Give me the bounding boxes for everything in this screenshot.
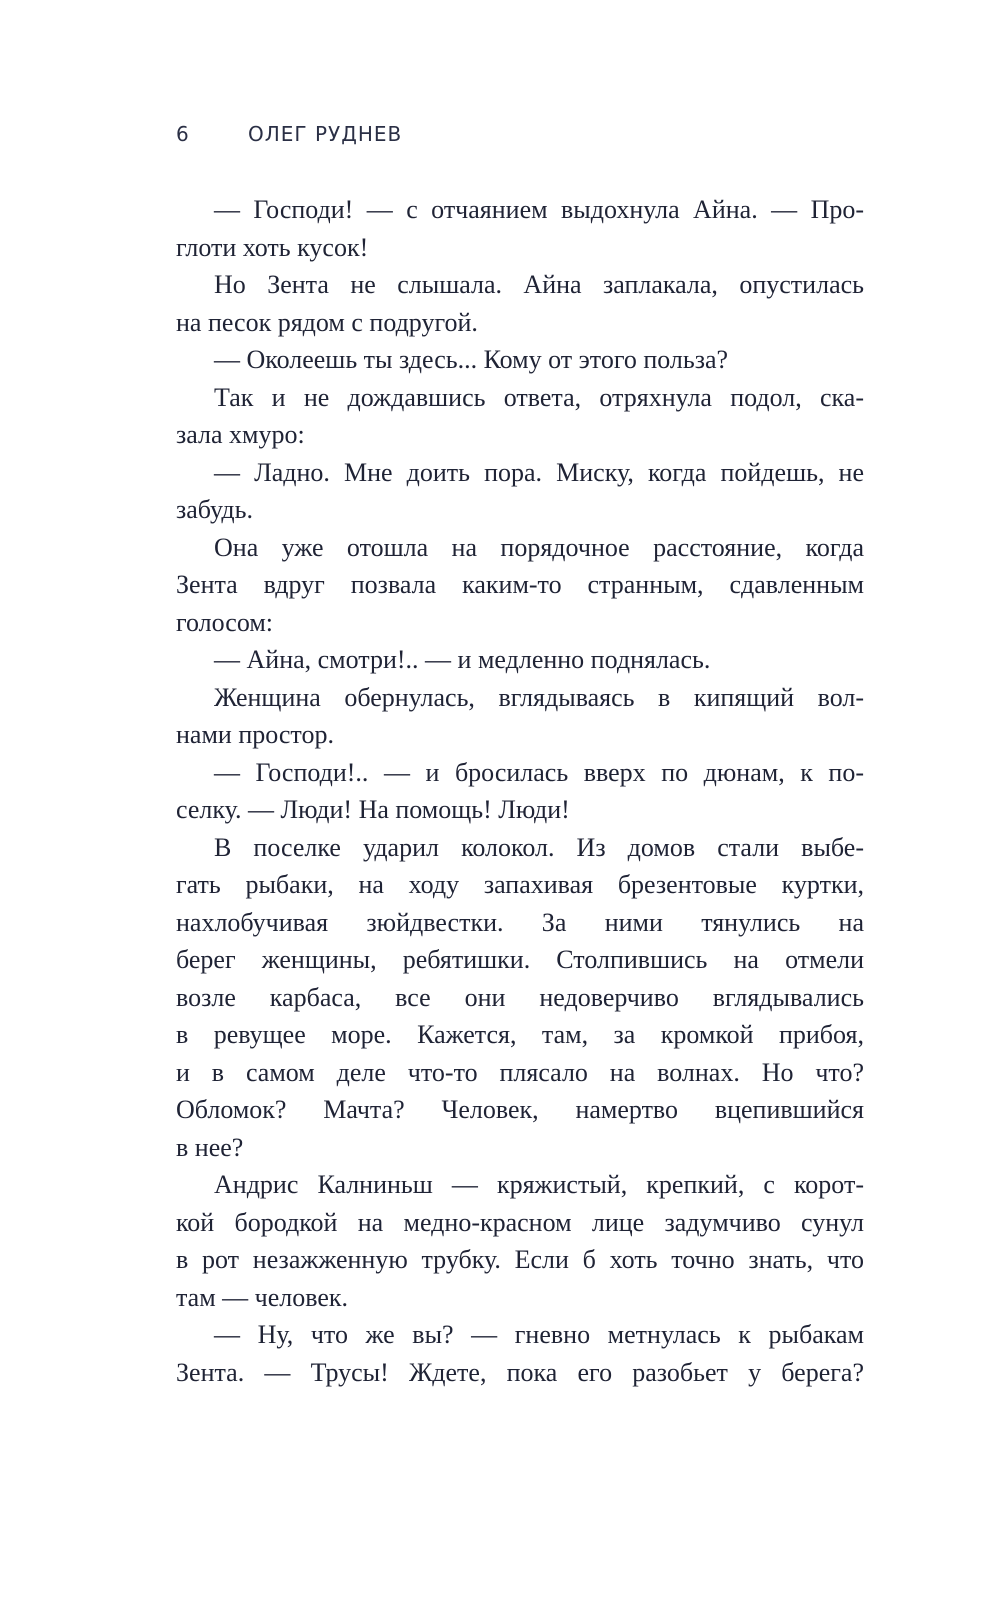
text-line: в ревущее море. Кажется, там, за кромкой прибоя, <box>176 1020 864 1049</box>
text-line: там — человек. <box>176 1282 349 1312</box>
text-line: берег женщины, ребятишки. Столпившись на отмели <box>176 945 864 974</box>
text-line: — Ладно. Мне доить пора. Миску, когда пойдешь, не <box>214 457 864 487</box>
text-line: на песок рядом с подругой. <box>176 307 478 337</box>
running-head <box>176 118 876 150</box>
text-line: В поселке ударил колокол. Из домов стали выбе- <box>214 832 864 862</box>
text-line: — Айна, смотри!.. — и медленно поднялась. <box>214 645 711 674</box>
text-line: гать рыбаки, на ходу запахивая брезентовые куртки, <box>176 870 864 899</box>
text-line: — Околеешь ты здесь... Кому от этого польза? <box>214 345 729 374</box>
text-line: зала хмуро: <box>176 420 305 449</box>
author-name: ОЛЕГ РУДНЕВ <box>248 122 403 146</box>
text-line: Зента вдруг позвала каким-то странным, сдавленным <box>176 570 864 599</box>
text-line: забудь. <box>176 495 253 524</box>
text-line: в рот незажженную трубку. Если б хоть точно знать, что <box>176 1245 864 1274</box>
text-line: голосом: <box>176 607 274 637</box>
text-line: Женщина обернулась, вглядываясь в кипящий вол- <box>214 682 864 712</box>
text-line: Обломок? Мачта? Человек, намертво вцепившийся <box>176 1095 864 1124</box>
text-line: селку. — Люди! На помощь! Люди! <box>176 795 570 824</box>
body-text <box>176 191 864 1391</box>
page-number: 6 <box>176 122 190 146</box>
text-line: нахлобучивая зюйдвестки. За ними тянулись на <box>176 907 864 937</box>
text-line: Андрис Калниньш — кряжистый, крепкий, с корот- <box>214 1170 864 1199</box>
text-line: возле карбаса, все они недоверчиво вглядывались <box>176 982 864 1012</box>
text-line: Но Зента не слышала. Айна заплакала, опустилась <box>214 270 864 299</box>
text-line: и в самом деле что-то плясало на волнах. Но что? <box>176 1057 864 1087</box>
text-line: — Господи!.. — и бросилась вверх по дюнам, к по- <box>214 757 864 787</box>
text-line: кой бородкой на медно-красном лице задумчиво сунул <box>176 1207 864 1237</box>
text-line: Зента. — Трусы! Ждете, пока его разобьет у берега? <box>176 1357 864 1387</box>
text-line: нами простор. <box>176 720 334 749</box>
text-line: — Ну, что же вы? — гневно метнулась к рыбакам <box>214 1320 864 1349</box>
text-line: в нее? <box>176 1132 244 1162</box>
text-line: глоти хоть кусок! <box>176 232 369 262</box>
text-line: Так и не дождавшись ответа, отряхнула подол, ска- <box>214 382 864 412</box>
text-line: — Господи! — с отчаянием выдохнула Айна. — Про- <box>214 195 864 224</box>
text-line: Она уже отошла на порядочное расстояние, когда <box>214 532 864 562</box>
